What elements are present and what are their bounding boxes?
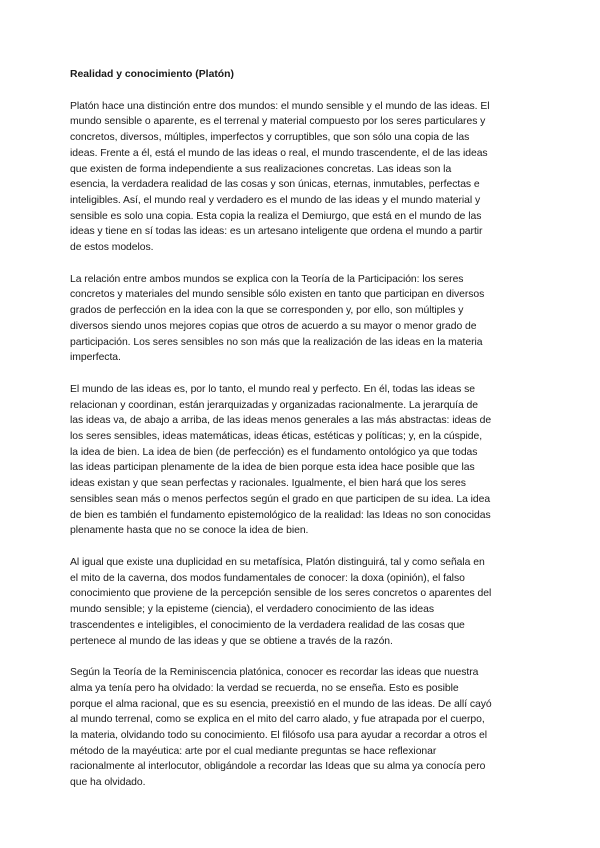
text-line: concretos y materiales del mundo sensible sólo existen en tanto que participan en diversos <box>70 289 485 301</box>
text-line: las ideas participan plenamente de la idea de bien porque esta idea hace posible que las <box>70 462 475 474</box>
text-line: sensibles sean más o menos perfectos según el grado en que participen de su idea. La idea <box>70 493 491 505</box>
document-title: Realidad y conocimiento (Platón) <box>70 69 234 80</box>
text-line: inteligibles. Así, el mundo real y verdadero es el mundo de las ideas y el mundo material y <box>70 194 481 206</box>
text-line: los seres sensibles, ideas matemáticas, ideas éticas, estéticas y políticas; y, en la cúspide, <box>70 431 483 443</box>
text-line: concretos, diversos, múltiples, imperfectos y corruptibles, que son sólo una copia de las <box>70 132 470 144</box>
paragraph-world-of-ideas <box>70 382 532 539</box>
text-line: alma ya tenía pero ha olvidado: la verdad se recuerda, no se enseña. Esto es posible <box>70 682 459 694</box>
text-line: Según la Teoría de la Reminiscencia platónica, conocer es recordar las ideas que nuestra <box>70 667 479 679</box>
text-line: participación. Los seres sensibles no son más que la realización de las ideas en la materia <box>70 336 483 348</box>
paragraph-two-worlds <box>70 99 532 256</box>
text-line: trascendentes e inteligibles, el conocimiento de la verdadera realidad de las cosas que <box>70 619 465 631</box>
text-line: El mundo de las ideas es, por lo tanto, el mundo real y perfecto. En él, todas las ideas se <box>70 383 475 395</box>
text-line: porque el alma racional, que es su esencia, preexistió en el mundo de las ideas. De allí cayó <box>70 698 492 710</box>
text-line: la materia, olvidando todo su conocimiento. El filósofo usa para ayudar a recordar a otros el <box>70 730 487 742</box>
text-line: pertenece al mundo de las ideas y que se obtiene a través de la razón. <box>70 635 393 647</box>
document-page <box>70 67 532 807</box>
text-line: ideas. Frente a él, está el mundo de las ideas o real, el mundo trascendente, el de las ideas <box>70 147 488 159</box>
text-line: Platón hace una distinción entre dos mundos: el mundo sensible y el mundo de las ideas. El <box>70 100 490 112</box>
text-line: ideas existan y que sean perfectas y racionales. Igualmente, el bien hará que los seres <box>70 478 466 490</box>
text-line: grados de perfección en la idea con la que se corresponden y, por ello, son múltiples y <box>70 305 464 317</box>
text-line: esencia, la verdadera realidad de las cosas y son únicas, eternas, inmutables, perfectas e <box>70 179 480 191</box>
text-line: de bien es también el fundamento epistemológico de la realidad: las Ideas no son conocidas <box>70 509 491 521</box>
paragraph-participation <box>70 272 532 366</box>
text-line: La relación entre ambos mundos se explica con la Teoría de la Participación: los seres <box>70 273 464 285</box>
text-line: relacionan y coordinan, están jerarquizadas y organizadas racionalmente. La jerarquía de <box>70 399 479 411</box>
text-line: que existen de forma independiente a sus realizaciones concretas. Las ideas son la <box>70 163 452 175</box>
paragraph-knowledge-modes <box>70 555 532 649</box>
text-line: Al igual que existe una duplicidad en su metafísica, Platón distinguirá, tal y como señala en <box>70 556 485 568</box>
paragraph-reminiscence <box>70 665 532 791</box>
text-line: la idea de bien. La idea de bien (de perfección) es el fundamento ontológico ya que todas <box>70 446 478 458</box>
text-line: método de la mayéutica: arte por el cual mediante preguntas se hace reflexionar <box>70 745 437 757</box>
text-line: el mito de la caverna, dos modos fundamentales de conocer: la doxa (opinión), el falso <box>70 572 465 584</box>
text-line: las ideas va, de abajo a arriba, de las ideas menos generales a las más abstractas: ideas de <box>70 415 492 427</box>
text-line: mundo sensible o aparente, es el terrenal y material compuesto por los seres particulares y <box>70 116 486 128</box>
text-line: de estos modelos. <box>70 242 154 254</box>
text-line: conocimiento que proviene de la percepción sensible de los seres concretos o aparentes del <box>70 588 492 600</box>
text-line: ideas y tiene en sí todas las ideas: es un artesano inteligente que ordena el mundo a partir <box>70 226 483 238</box>
text-line: mundo sensible; y la episteme (ciencia), el verdadero conocimiento de las ideas <box>70 604 434 616</box>
text-line: imperfecta. <box>70 352 121 364</box>
text-line: que ha olvidado. <box>70 777 146 789</box>
text-line: racionalmente al interlocutor, obligándole a recordar las Ideas que su alma ya conocía pero <box>70 761 486 773</box>
text-line: sensible es solo una copia. Esta copia la realiza el Demiurgo, que está en el mundo de las <box>70 210 482 222</box>
text-line: plenamente hasta que no se conoce la idea de bien. <box>70 525 309 537</box>
text-line: al mundo terrenal, como se explica en el mito del carro alado, y fue atrapada por el cuerpo, <box>70 714 485 726</box>
text-line: diversos siendo unos mejores copias que otros de acuerdo a su mayor o menor grado de <box>70 320 477 332</box>
